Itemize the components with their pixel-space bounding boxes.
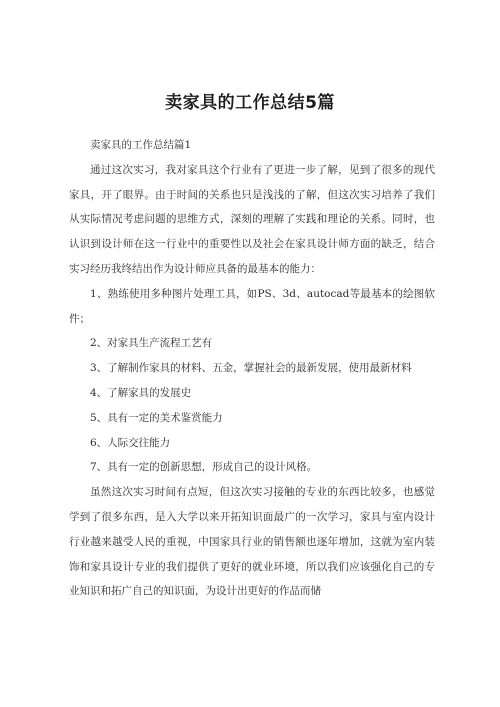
paragraph-intro: 通过这次实习，我对家具这个行业有了更进一步了解，见到了很多的现代家具，开了眼界。由于时间的关系也只是浅浅的了解，但这次实习培养了我们从实际情况考虑问题的思维方式，深刻的理解了实践和理论的关系。同时，也认识到设计师在这一行业中的重要性以及社会在家具设计师方面的缺乏，结合实习经历我终结出作为设计师应具备的最基本的能力： [69, 163, 435, 275]
document-body [69, 133, 435, 604]
section-heading: 卖家具的工作总结篇1 [90, 139, 192, 151]
list-item: 3、了解制作家具的材料、五金，掌握社会的最新发展，使用最新材料 [90, 362, 412, 375]
list-item: 4、了解家具的发展史 [90, 386, 192, 399]
paragraph-conclusion: 虽然这次实习时间有点短，但这次实习接触的专业的东西比较多，也感觉学到了很多东西，是入大学以来开拓知识面最广的一次学习，家具与室内设计行业越来越受人民的重视，中国家具行业的销售额也逐年增加，这就为室内装饰和家具设计专业的我们提供了更好的就业环境，所以我们应该强化自己的专业知识和拓广自己的知识面，为设计出更好的作品而储 [69, 486, 435, 598]
document-title: 卖家具的工作总结5篇 [165, 93, 335, 113]
list-item: 7、具有一定的创新思想，形成自己的设计风格。 [90, 461, 318, 474]
list-item: 6、人际交往能力 [90, 436, 171, 449]
list-item: 1、熟练使用多种图片处理工具，如PS、3d、autocad等最基本的绘图软件； [69, 287, 435, 325]
list-item: 2、对家具生产流程工艺有 [90, 337, 213, 350]
list-item: 5、具有一定的美术鉴赏能力 [90, 411, 223, 424]
